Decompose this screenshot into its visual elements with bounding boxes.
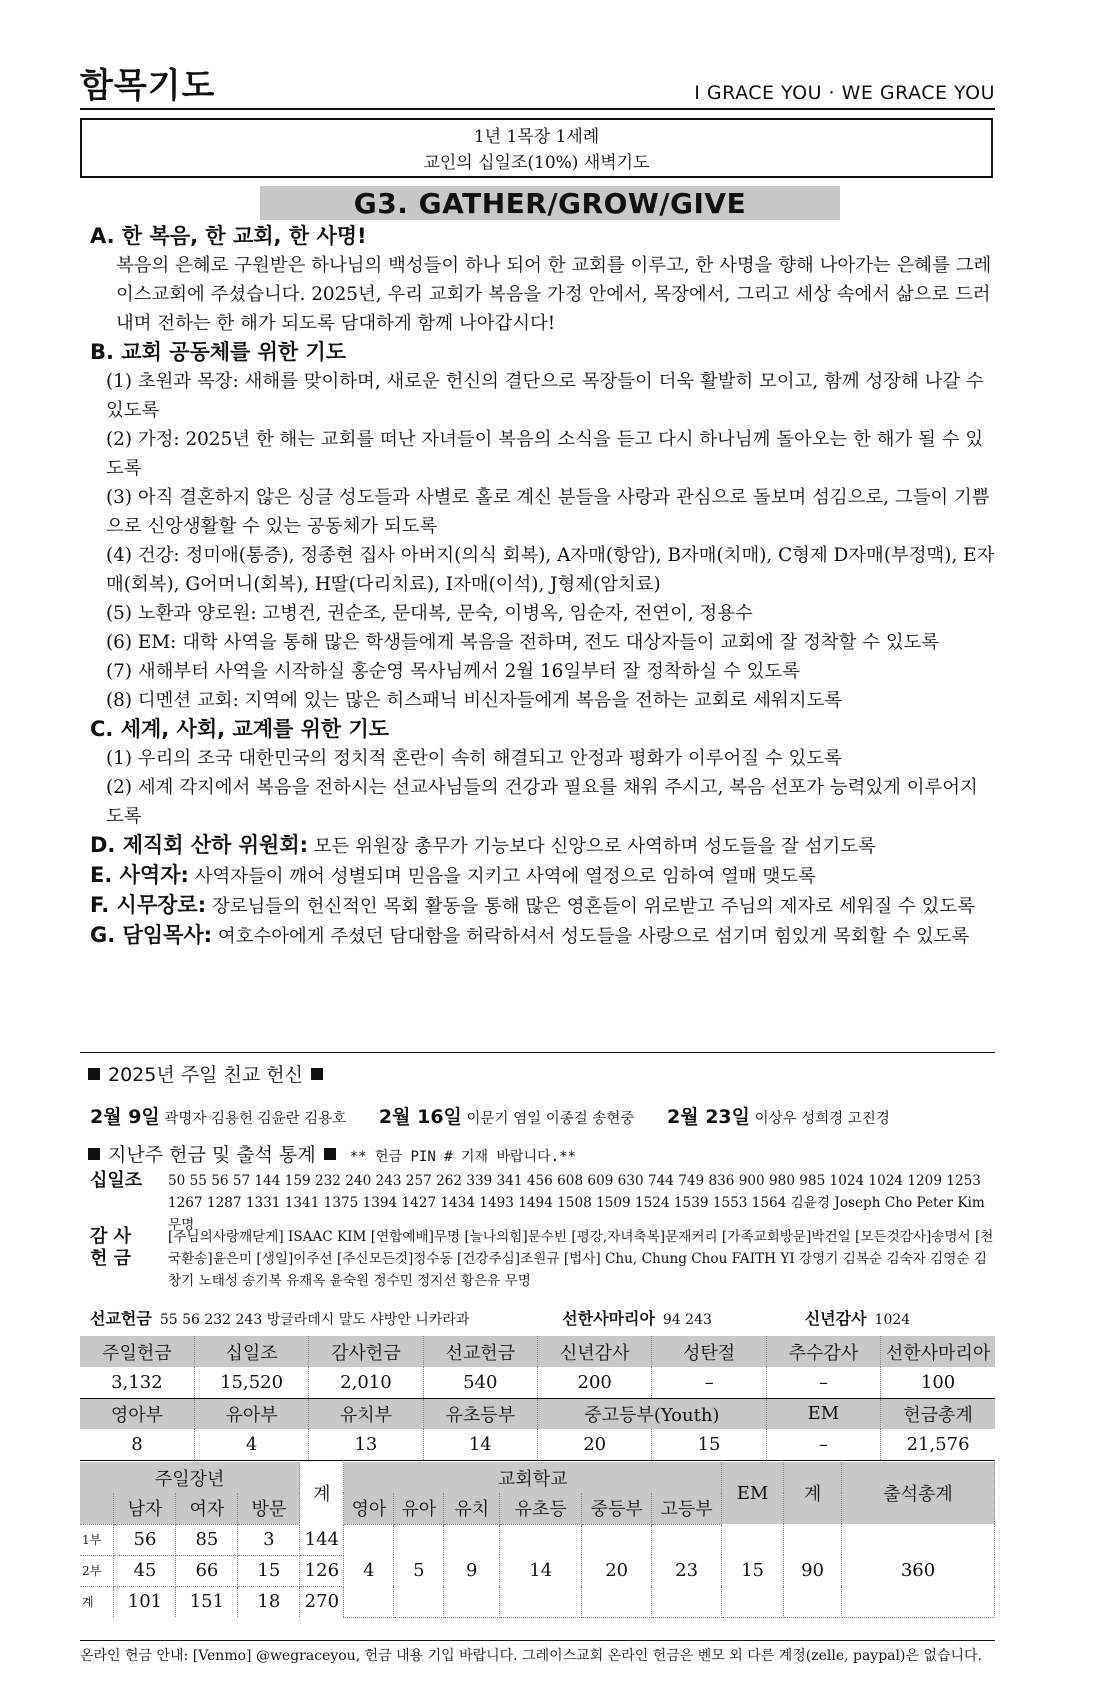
section-b-item: (2) 가정: 2025년 한 해는 교회를 떠난 자녀들이 복음의 소식을 듣고 다시 하나님께 돌아오는 한 해가 될 수 있도록 [106,429,984,479]
page-header [80,62,995,110]
g3-banner: G3. GATHER/GROW/GIVE [260,186,840,220]
section-f-label: F. 시무장로: [90,893,207,917]
prayer-list [90,222,995,951]
thanks-label-line2: 헌 금 [90,1248,132,1269]
section-f-text: 장로님들의 헌신적인 목회 활동을 통해 많은 영혼들이 위로받고 주님의 제자로 세워질 수 있도록 [206,896,975,917]
attendance-col: 유아 [394,1493,444,1524]
attendance-col: 영아 [344,1493,394,1524]
summary-header: 헌금총계 [881,1398,995,1429]
section-d [90,831,995,861]
summary-header: 영아부 [80,1398,194,1429]
summary-value: 2,010 [309,1367,423,1398]
attendance-cell: 3 [238,1524,300,1555]
attendance-cell: 15 [238,1555,300,1586]
attendance-cell: 85 [176,1524,238,1555]
summary-value-row [80,1367,995,1398]
attendance-school-cell: 14 [500,1524,582,1617]
square-bullet-icon [324,1148,336,1160]
summary-value: 13 [309,1429,423,1460]
summary-value: 15,520 [194,1367,308,1398]
vision-box [80,118,993,178]
attendance-cell: 144 [300,1524,344,1555]
summary-header: EM [766,1398,880,1429]
attendance-em-cell: 15 [722,1524,784,1617]
pin-note: ** 헌금 PIN # 기재 바랍니다.** [349,1149,576,1165]
summary-header: 주일헌금 [80,1336,194,1367]
attendance-cell: 66 [176,1555,238,1586]
square-bullet-icon [311,1068,323,1080]
vision-line-2: 교인의 십일조(10%) 새벽기도 [423,153,650,173]
attendance-row [80,1524,995,1555]
page-title: 함목기도 [80,66,216,106]
special-offerings [90,1306,910,1329]
attendance-school-cell: 23 [652,1524,722,1617]
vision-line-1: 1년 1목장 1세례 [473,127,600,147]
devotion-group [90,1106,347,1128]
summary-header: 중고등부(Youth) [538,1398,767,1429]
summary-value: 14 [423,1429,537,1460]
summary-header-row [80,1336,995,1367]
devotion-date: 2월 23일 [667,1106,750,1128]
offering-heading [80,1140,576,1167]
attendance-cell: 45 [114,1555,176,1586]
attendance-adult-total-header: 계 [300,1462,344,1524]
devotion-group [667,1106,890,1128]
mission-label: 선교헌금 [90,1309,152,1328]
attendance-col: 남자 [114,1493,176,1524]
section-e [90,861,995,891]
section-b-item: (7) 새해부터 사역을 시작하실 홍순영 목사님께서 2월 16일부터 잘 정착하실 수 있도록 [106,661,800,682]
section-b-item: (8) 디멘션 교회: 지역에 있는 많은 히스패닉 비신자들에게 복음을 전하는 교회로 세워지도록 [106,690,843,711]
attendance-row-label: 2부 [80,1555,114,1586]
attendance-em-header: EM [722,1462,784,1524]
attendance-col: 유초등 [500,1493,582,1524]
devotion-names: 이문기 염일 이종걸 송현중 [466,1111,635,1127]
summary-header: 감사헌금 [309,1336,423,1367]
section-g-text: 여호수아에게 주셨던 담대함을 허락하셔서 성도들을 사랑으로 섬기며 힘있게 목회할 수 있도록 [212,926,970,947]
summary-value: 8 [80,1429,194,1460]
samaritan-value: 94 243 [662,1312,712,1328]
attendance-school-cell: 20 [582,1524,652,1617]
page-motto: I GRACE YOU · WE GRACE YOU [694,82,995,104]
attendance-table [80,1462,995,1618]
attendance-cell: 151 [176,1586,238,1617]
section-a-title: A. 한 복음, 한 교회, 한 사명! [90,224,367,248]
attendance-school-cell: 5 [394,1524,444,1617]
attendance-col: 중등부 [582,1493,652,1524]
summary-header: 추수감사 [766,1336,880,1367]
section-b-title: B. 교회 공동체를 위한 기도 [90,340,347,364]
thanks-label-line1: 감 사 [90,1226,132,1247]
mission-value: 55 56 232 243 방글라데시 말도 샤방안 니카라과 [159,1312,470,1328]
summary-value: – [766,1429,880,1460]
section-g [90,921,995,951]
attendance-col: 방문 [238,1493,300,1524]
divider [80,1052,995,1053]
summary-value: 20 [538,1429,652,1460]
attendance-grand-cell: 360 [842,1524,995,1617]
attendance-school-cell: 4 [344,1524,394,1617]
attendance-cell: 56 [114,1524,176,1555]
summary-header: 성탄절 [652,1336,766,1367]
attendance-cell: 101 [114,1586,176,1617]
summary-header: 유아부 [194,1398,308,1429]
devotion-date: 2월 9일 [90,1106,160,1128]
section-e-text: 사역자들이 깨어 성별되며 믿음을 지키고 사역에 열정으로 임하여 열매 맺도록 [188,866,816,887]
attendance-sum-cell: 90 [784,1524,842,1617]
tithe-list: 50 55 56 57 144 159 232 240 243 257 262 339 341 456 608 609 630 744 749 836 900 980 985 1024 1024 1209 1253 1267 1287 1331 1341 1375 1394 1427 1434 1493 1494 1508 1509 1524 1539 1553 1564 김윤경 Joseph Cho Peter Kim 무명 [168,1173,985,1233]
section-e-label: E. 사역자: [90,863,189,887]
attendance-cell: 18 [238,1586,300,1617]
section-b-item: (1) 초원과 목장: 새해를 맞이하며, 새로운 헌신의 결단으로 목장들이 더욱 활발히 모이고, 함께 성장해 나갈 수 있도록 [106,371,984,421]
summary-header: 유치부 [309,1398,423,1429]
attendance-group-row [80,1462,995,1493]
section-a-body: 복음의 은혜로 구원받은 하나님의 백성들이 하나 되어 한 교회를 이루고, 한 사명을 향해 나아가는 은혜를 그레이스교회에 주셨습니다. 2025년, 우리 교회가 복음을 가정 안에서, 목장에서, 그리고 세상 속에서 삶으로 드러내며 전하는 한 해가 되도록 담대하게 함께 나아갑시다! [116,255,992,334]
section-c-item: (1) 우리의 조국 대한민국의 정치적 혼란이 속히 해결되고 안정과 평화가 이루어질 수 있도록 [106,748,842,769]
summary-header: 유초등부 [423,1398,537,1429]
attendance-group-adult: 주일장년 [80,1462,300,1493]
attendance-cell: 270 [300,1586,344,1617]
newyear-label: 신년감사 [804,1309,867,1328]
section-f [90,891,995,921]
summary-value: – [766,1367,880,1398]
section-b-item: (5) 노환과 양로원: 고병건, 권순조, 문대복, 문숙, 이병옥, 임순자, 전연이, 정용수 [106,603,753,624]
summary-value: 21,576 [881,1429,995,1460]
attendance-group-school: 교회학교 [344,1462,722,1493]
attendance-corner [80,1493,114,1524]
thanks-label [90,1226,160,1270]
offering-summary-table [80,1336,995,1461]
section-c-title: C. 세계, 사회, 교계를 위한 기도 [90,717,390,741]
devotion-heading-text: 2025년 주일 친교 헌신 [108,1064,303,1086]
offering-heading-text: 지난주 헌금 및 출석 통계 [108,1144,316,1166]
square-bullet-icon [88,1068,100,1080]
attendance-school-cell: 9 [444,1524,500,1617]
section-d-label: D. 제직회 산하 위원회: [90,833,309,857]
section-d-text: 모든 위원장 총무가 기능보다 신앙으로 사역하며 성도들을 잘 섬기도록 [308,836,876,857]
summary-value: 4 [194,1429,308,1460]
attendance-row-label: 1부 [80,1524,114,1555]
summary-value: – [652,1367,766,1398]
attendance-col: 유치 [444,1493,500,1524]
summary-header: 선한사마리아 [881,1336,995,1367]
thanks-list: [주님의사랑깨닫게] ISAAC KIM [연합예배]무명 [늘나의힘]문수빈 [평강,자녀축복]문재커리 [가족교회방문]박건일 [모든것감사]송명서 [천국환송]윤은미 [생일]이주선 [주신모든것]정수동 [건강주심]조원규 [법사] Chu, Chung Chou FAITH YI 강영기 김복순 김숙자 김영순 김창기 노태성 송기복 유재옥 윤숙원 정수민 정지선 황은유 무명 [168,1229,994,1289]
summary-header: 선교헌금 [423,1336,537,1367]
summary-value: 15 [652,1429,766,1460]
devotion-group [378,1106,635,1128]
summary-header-row [80,1398,995,1429]
summary-value-row [80,1429,995,1460]
summary-header: 신년감사 [538,1336,652,1367]
summary-value: 200 [538,1367,652,1398]
devotion-names: 곽명자 김용헌 김윤란 김용호 [164,1111,347,1127]
tithe-label: 십일조 [90,1170,143,1191]
attendance-row-label: 계 [80,1586,114,1617]
attendance-col: 고등부 [652,1493,722,1524]
section-c-item: (2) 세계 각지에서 복음을 전하시는 선교사님들의 건강과 필요를 채워 주시고, 복음 선포가 능력있게 이루어지도록 [106,777,978,827]
devotion-schedule [90,1102,918,1129]
summary-value: 3,132 [80,1367,194,1398]
attendance-sum-header: 계 [784,1462,842,1524]
summary-value: 540 [423,1367,537,1398]
online-offering-notice: 온라인 헌금 안내: [Venmo] @wegraceyou, 헌금 내용 기입 바랍니다. 그레이스교회 온라인 헌금은 벤모 외 다른 계정(zelle, paypal)은 없습니다. [80,1640,995,1665]
attendance-cell: 126 [300,1555,344,1586]
samaritan-label: 선한사마리아 [562,1309,655,1328]
devotion-date: 2월 16일 [378,1106,462,1128]
devotion-heading [80,1060,331,1087]
section-b-item: (4) 건강: 정미애(통증), 정종현 집사 아버지(의식 회복), A자매(항암), B자매(치매), C형제 D자매(부정맥), E자매(회복), G어머니(회복), H딸(다리치료), I자매(이석), J형제(암치료) [106,545,995,595]
section-g-label: G. 담임목사: [90,923,213,947]
section-b-item: (6) EM: 대학 사역을 통해 많은 학생들에게 복음을 전하며, 전도 대상자들이 교회에 잘 정착할 수 있도록 [106,632,940,653]
summary-header: 십일조 [194,1336,308,1367]
square-bullet-icon [88,1148,100,1160]
section-b-item: (3) 아직 결혼하지 않은 싱글 성도들과 사별로 홀로 계신 분들을 사랑과 관심으로 돌보며 섬김으로, 그들이 기쁨으로 신앙생활할 수 있는 공동체가 되도록 [106,487,990,537]
devotion-names: 이상우 성희경 고진경 [754,1111,890,1127]
attendance-grand-header: 출석총계 [842,1462,995,1524]
summary-value: 100 [881,1367,995,1398]
newyear-value: 1024 [874,1312,911,1328]
attendance-col: 여자 [176,1493,238,1524]
